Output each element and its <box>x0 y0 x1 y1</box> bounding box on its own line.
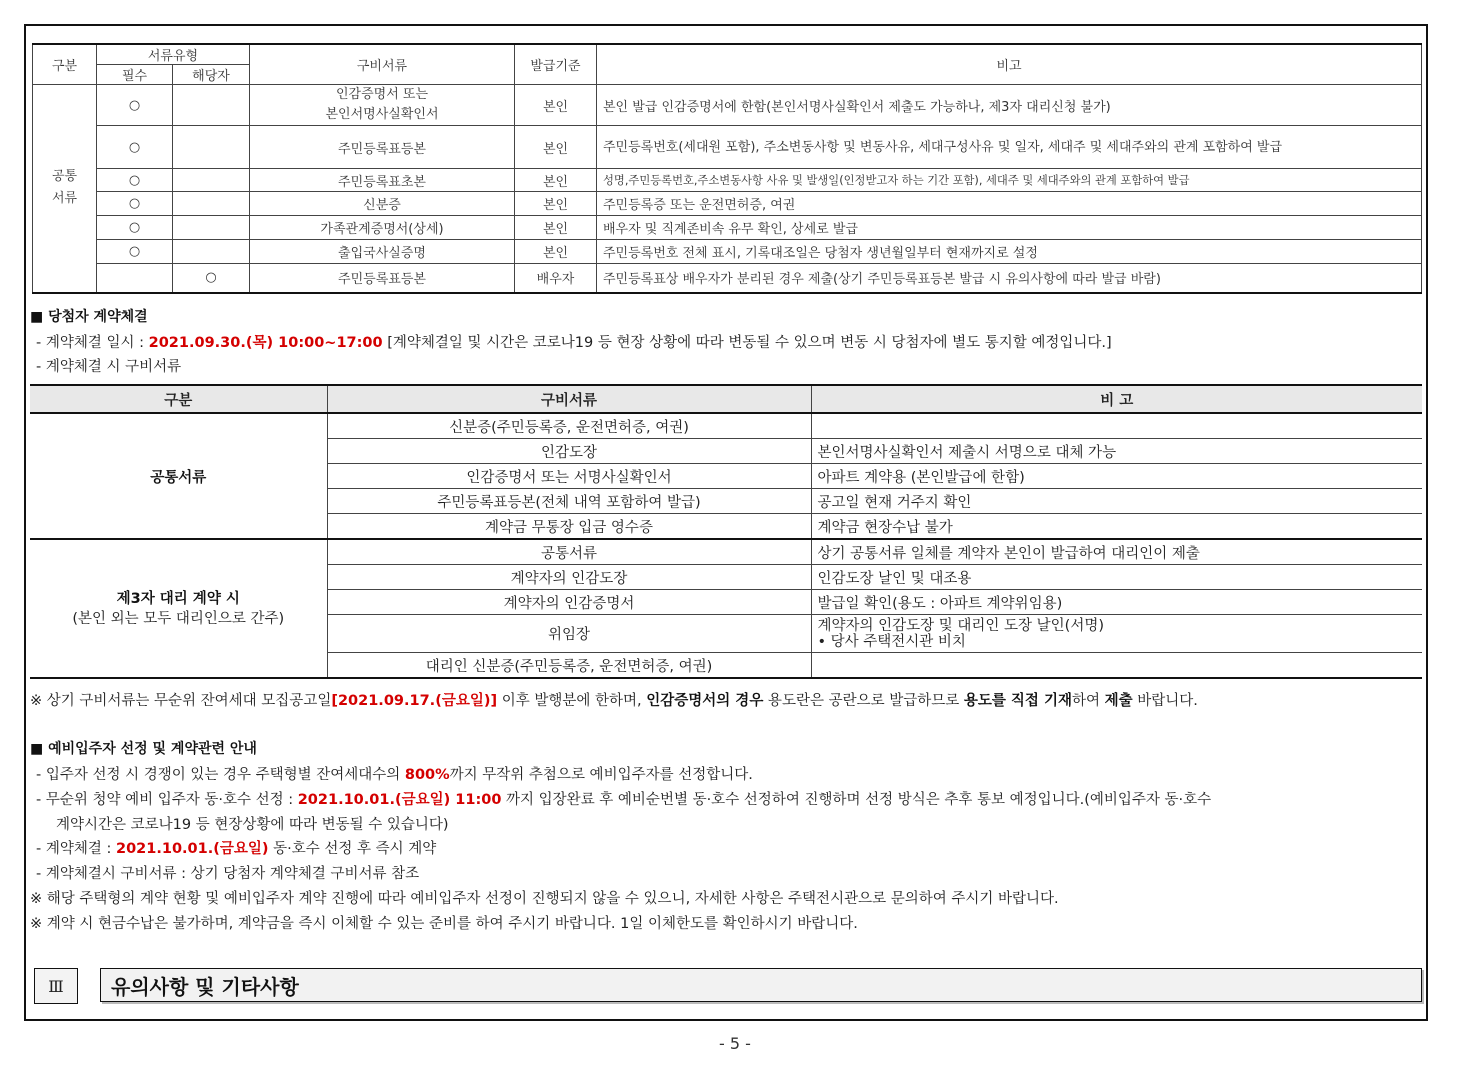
table-cell: ○ <box>173 264 250 293</box>
contract-date: 2021.09.30.(목) 10:00~17:00 <box>148 335 383 351</box>
group-label-common: 공통서류 <box>30 413 327 539</box>
table-cell: 계약자의 인감증명서 <box>327 590 811 615</box>
table-cell: 주민등록번호(세대원 포함), 주소변동사항 및 변동사유, 세대구성사유 및 일자, 세대주 및 세대주와의 관계 포함하여 발급 <box>597 126 1422 169</box>
table-cell: 본인 발급 인감증명서에 한함(본인서명사실확인서 제출도 가능하나, 제3자 대리신청 불가) <box>597 85 1422 126</box>
reserve-line-6: ※ 해당 주택형의 계약 현황 및 예비입주자 계약 진행에 따라 예비입주자 선정이 진행되지 않을 수 있으니, 자세한 사항은 주택전시관으로 문의하여 주시기 바랍니다. <box>30 891 1059 907</box>
col-required: 필수 <box>97 65 173 85</box>
table-cell <box>173 169 250 192</box>
reserve-line-2: - 무순위 청약 예비 입주자 동·호수 선정 : 2021.10.01.(금요일) 11:00 까지 입장완료 후 예비순번별 동·호수 선정하여 진행하며 선정 방식은 추후 통보 예정입니다.(예비입주자 동·호수 <box>36 792 1212 808</box>
chapter-title: 유의사항 및 기타사항 <box>100 968 1422 1002</box>
document-page <box>24 24 1428 1021</box>
table-cell: ○ <box>97 126 173 169</box>
table-cell: 위임장 <box>327 615 811 653</box>
table-cell: ○ <box>97 85 173 126</box>
col-category: 구분 <box>33 44 97 85</box>
contract-docs-line: - 계약체결 시 구비서류 <box>36 359 182 375</box>
submission-documents-table <box>32 43 1422 294</box>
table-cell: 계약금 현장수납 불가 <box>811 514 1422 540</box>
table-cell: 배우자 및 직계존비속 유무 확인, 상세로 발급 <box>597 216 1422 240</box>
col-remarks: 비 고 <box>811 385 1422 413</box>
table-cell: ○ <box>97 240 173 264</box>
page-number: - 5 - <box>719 1034 751 1053</box>
group-label-proxy: 제3자 대리 계약 시 (본인 외는 모두 대리인으로 간주) <box>30 539 327 678</box>
table-cell: 본인 <box>515 240 597 264</box>
table-cell <box>173 216 250 240</box>
table-cell: 주민등록표등본 <box>250 126 515 169</box>
table-cell <box>97 264 173 293</box>
group-label: 공통 서류 <box>33 85 97 293</box>
chapter-heading <box>34 968 1424 1005</box>
col-remarks: 비고 <box>597 44 1422 85</box>
table-cell: 성명,주민등록번호,주소변동사항 사유 및 발생일(인정받고자 하는 기간 포함), 세대주 및 세대주와의 관계 포함하여 발급 <box>597 169 1422 192</box>
table-cell <box>811 653 1422 679</box>
col-applicable: 해당자 <box>173 65 250 85</box>
table-cell: 발급일 확인(용도 : 아파트 계약위임용) <box>811 590 1422 615</box>
table-cell: ○ <box>97 216 173 240</box>
table-cell: 주민등록증 또는 운전면허증, 여권 <box>597 192 1422 216</box>
table-cell: ○ <box>97 192 173 216</box>
table-cell: 주민등록표초본 <box>250 169 515 192</box>
table-cell: 본인 <box>515 216 597 240</box>
table-cell: ○ <box>97 169 173 192</box>
table-cell <box>173 240 250 264</box>
chapter-number: Ⅲ <box>34 968 78 1004</box>
table-cell: 본인서명사실확인서 제출시 서명으로 대체 가능 <box>811 439 1422 464</box>
table-cell: 주민등록표등본 <box>250 264 515 293</box>
table-cell: 가족관계증명서(상세) <box>250 216 515 240</box>
table-cell: 배우자 <box>515 264 597 293</box>
table-cell: 공통서류 <box>327 539 811 565</box>
reserve-line-7: ※ 계약 시 현금수납은 불가하며, 계약금을 즉시 이체할 수 있는 준비를 하여 주시기 바랍니다. 1일 이체한도를 확인하시기 바랍니다. <box>30 916 858 932</box>
table-cell <box>173 85 250 126</box>
table-cell <box>173 192 250 216</box>
reserve-line-4: - 계약체결 : 2021.10.01.(금요일) 동·호수 선정 후 즉시 계약 <box>36 841 437 857</box>
table-cell: 인감증명서 또는 본인서명사실확인서 <box>250 85 515 126</box>
table-cell: 계약자의 인감도장 및 대리인 도장 날인(서명) • 당사 주택전시관 비치 <box>811 615 1422 653</box>
table-cell: 계약금 무통장 입금 영수증 <box>327 514 811 540</box>
table-cell: 대리인 신분증(주민등록증, 운전면허증, 여권) <box>327 653 811 679</box>
col-category: 구분 <box>30 385 327 413</box>
note-documents: ※ 상기 구비서류는 무순위 잔여세대 모집공고일[2021.09.17.(금요일)] 이후 발행분에 한하며, 인감증명서의 경우 용도란은 공란으로 발급하므로 용도를 직접 기재하여 제출 바랍니다. <box>30 693 1198 709</box>
table-cell: 본인 <box>515 192 597 216</box>
col-doc-type: 서류유형 <box>97 44 250 65</box>
table-cell: 본인 <box>515 169 597 192</box>
table-cell: 본인 <box>515 126 597 169</box>
table-cell: 계약자의 인감도장 <box>327 565 811 590</box>
table-cell: 공고일 현재 거주지 확인 <box>811 489 1422 514</box>
table-cell <box>173 126 250 169</box>
table-cell: 인감도장 날인 및 대조용 <box>811 565 1422 590</box>
col-issue-basis: 발급기준 <box>515 44 597 85</box>
contract-documents-table <box>30 384 1422 679</box>
table-cell: 주민등록표등본(전체 내역 포함하여 발급) <box>327 489 811 514</box>
table-cell: 출입국사실증명 <box>250 240 515 264</box>
table-cell: 주민등록번호 전체 표시, 기록대조일은 당첨자 생년월일부터 현재까지로 설정 <box>597 240 1422 264</box>
table-cell <box>811 413 1422 439</box>
table-cell: 신분증 <box>250 192 515 216</box>
table-cell: 본인 <box>515 85 597 126</box>
reserve-line-1: - 입주자 선정 시 경쟁이 있는 경우 주택형별 잔여세대수의 800%까지 무작위 추첨으로 예비입주자를 선정합니다. <box>36 767 753 783</box>
table-cell: 주민등록표상 배우자가 분리된 경우 제출(상기 주민등록표등본 발급 시 유의사항에 따라 발급 바람) <box>597 264 1422 293</box>
col-docs: 구비서류 <box>327 385 811 413</box>
section-title-reserve: ■ 예비입주자 선정 및 계약관련 안내 <box>30 741 257 757</box>
table-cell: 신분증(주민등록증, 운전면허증, 여권) <box>327 413 811 439</box>
table-cell: 상기 공통서류 일체를 계약자 본인이 발급하여 대리인이 제출 <box>811 539 1422 565</box>
col-docs: 구비서류 <box>250 44 515 85</box>
contract-datetime-line: - 계약체결 일시 : 2021.09.30.(목) 10:00~17:00 [계약체결일 및 시간은 코로나19 등 현장 상황에 따라 변동될 수 있으며 변동 시 당첨자에 별도 통지할 예정입니다.] <box>36 335 1112 351</box>
table-cell: 인감증명서 또는 서명사실확인서 <box>327 464 811 489</box>
table-cell: 아파트 계약용 (본인발급에 한함) <box>811 464 1422 489</box>
reserve-line-3: 계약시간은 코로나19 등 현장상황에 따라 변동될 수 있습니다) <box>56 817 449 833</box>
reserve-line-5: - 계약체결시 구비서류 : 상기 당첨자 계약체결 구비서류 참조 <box>36 866 420 882</box>
section-title-contract: ■ 당첨자 계약체결 <box>30 309 148 325</box>
table-cell: 인감도장 <box>327 439 811 464</box>
